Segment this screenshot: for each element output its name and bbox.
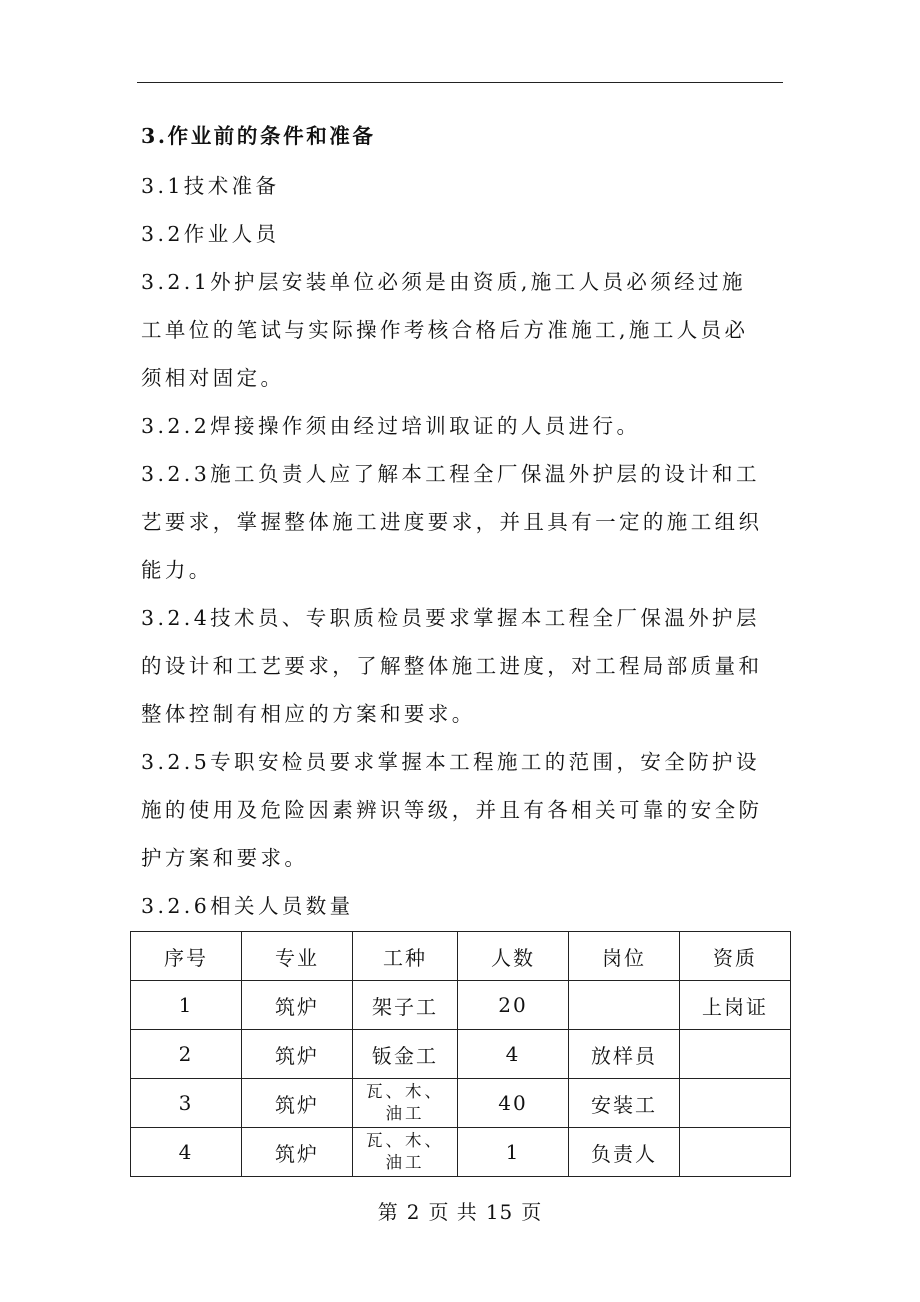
cell-qualification bbox=[680, 1079, 791, 1128]
cell-count: 1 bbox=[458, 1128, 569, 1177]
cell-count: 4 bbox=[458, 1030, 569, 1079]
staff-table bbox=[130, 931, 791, 1177]
cell-trade bbox=[353, 1128, 458, 1177]
text-line-9: 能力。 bbox=[141, 558, 213, 582]
text-line-12: 整体控制有相应的方案和要求。 bbox=[141, 702, 476, 726]
cell-major: 筑炉 bbox=[242, 1030, 353, 1079]
header-rule bbox=[137, 82, 783, 83]
page-body bbox=[141, 110, 787, 930]
cell-major: 筑炉 bbox=[242, 1079, 353, 1128]
text-line-8: 艺要求，掌握整体施工进度要求，并且具有一定的施工组织 bbox=[141, 510, 763, 534]
text-line-1: 3.1技术准备 bbox=[141, 174, 280, 198]
cell-trade-line-1: 瓦、木、 bbox=[366, 1082, 444, 1101]
cell-no: 4 bbox=[131, 1128, 242, 1177]
cell-trade-line-2: 油工 bbox=[385, 1104, 425, 1123]
cell-no: 3 bbox=[131, 1079, 242, 1128]
table-row bbox=[131, 1030, 791, 1079]
cell-post bbox=[569, 981, 680, 1030]
cell-qualification bbox=[680, 1030, 791, 1079]
cell-qualification bbox=[680, 1128, 791, 1177]
cell-count: 20 bbox=[458, 981, 569, 1030]
text-line-7: 3.2.3施工负责人应了解本工程全厂保温外护层的设计和工 bbox=[141, 462, 760, 486]
text-line-11: 的设计和工艺要求，了解整体施工进度，对工程局部质量和 bbox=[141, 654, 763, 678]
header-cell-post: 岗位 bbox=[569, 932, 680, 981]
table-header-row bbox=[131, 932, 791, 981]
table-row bbox=[131, 1079, 791, 1128]
header-cell-no: 序号 bbox=[131, 932, 242, 981]
footer-prefix: 第 bbox=[377, 1200, 399, 1224]
cell-trade: 钣金工 bbox=[353, 1030, 458, 1079]
footer-total-pages: 15 bbox=[485, 1200, 514, 1224]
cell-trade bbox=[353, 1079, 458, 1128]
cell-major: 筑炉 bbox=[242, 981, 353, 1030]
text-line-2: 3.2作业人员 bbox=[141, 222, 280, 246]
text-line-6: 3.2.2焊接操作须由经过培训取证的人员进行。 bbox=[141, 414, 641, 438]
cell-qualification: 上岗证 bbox=[680, 981, 791, 1030]
section-heading: 3.作业前的条件和准备 bbox=[141, 124, 376, 148]
header-cell-count: 人数 bbox=[458, 932, 569, 981]
table-row bbox=[131, 981, 791, 1030]
cell-no: 2 bbox=[131, 1030, 242, 1079]
header-cell-qualification: 资质 bbox=[680, 932, 791, 981]
cell-post: 负责人 bbox=[569, 1128, 680, 1177]
cell-post: 放样员 bbox=[569, 1030, 680, 1079]
cell-post: 安装工 bbox=[569, 1079, 680, 1128]
text-line-14: 施的使用及危险因素辨识等级，并且有各相关可靠的安全防 bbox=[141, 798, 763, 822]
text-line-5: 须相对固定。 bbox=[141, 366, 285, 390]
page-footer bbox=[0, 1196, 920, 1225]
footer-middle: 页 共 bbox=[428, 1200, 478, 1224]
text-line-16: 3.2.6相关人员数量 bbox=[141, 894, 354, 918]
text-line-13: 3.2.5专职安检员要求掌握本工程施工的范围，安全防护设 bbox=[141, 750, 760, 774]
text-line-15: 护方案和要求。 bbox=[141, 846, 309, 870]
cell-no: 1 bbox=[131, 981, 242, 1030]
footer-suffix: 页 bbox=[521, 1200, 543, 1224]
text-line-10: 3.2.4技术员、专职质检员要求掌握本工程全厂保温外护层 bbox=[141, 606, 760, 630]
cell-trade-line-2: 油工 bbox=[385, 1153, 425, 1172]
cell-trade: 架子工 bbox=[353, 981, 458, 1030]
text-line-3: 3.2.1外护层安装单位必须是由资质,施工人员必须经过施 bbox=[141, 270, 746, 294]
cell-trade-line-1: 瓦、木、 bbox=[366, 1131, 444, 1150]
table-row bbox=[131, 1128, 791, 1177]
header-cell-major: 专业 bbox=[242, 932, 353, 981]
cell-major: 筑炉 bbox=[242, 1128, 353, 1177]
header-cell-trade: 工种 bbox=[353, 932, 458, 981]
text-line-4: 工单位的笔试与实际操作考核合格后方准施工,施工人员必 bbox=[141, 318, 749, 342]
cell-count: 40 bbox=[458, 1079, 569, 1128]
footer-page-number: 2 bbox=[406, 1200, 421, 1224]
